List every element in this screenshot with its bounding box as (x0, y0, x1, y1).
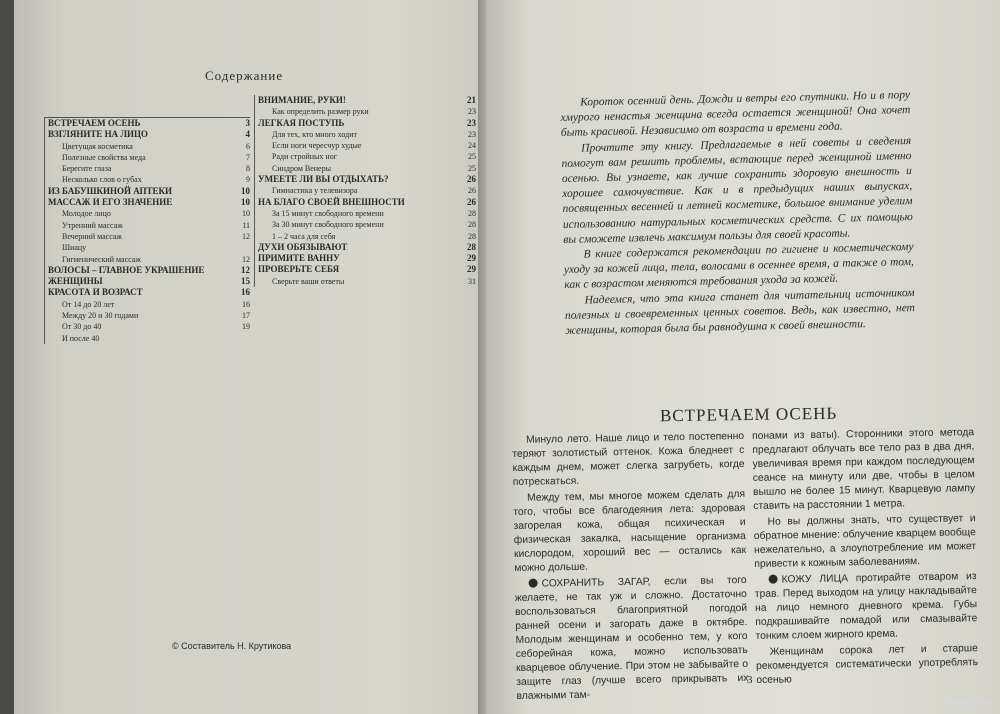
toc-entry-label: Несколько слов о губах (62, 175, 142, 185)
toc-entry-label: Синдром Венеры (272, 163, 331, 173)
toc-entry (258, 95, 476, 106)
section-heading: СОХРАНИТЬ ЗАГАР, (541, 576, 651, 590)
toc-entry (48, 174, 250, 185)
page-number: 3 (747, 674, 753, 686)
toc-entry (258, 264, 476, 275)
toc-entry (48, 129, 250, 140)
toc-entry-label: ВНИМАНИЕ, РУКИ! (258, 95, 346, 105)
toc-entry-label: Вечерний массаж (62, 231, 122, 241)
toc-entry-page: 10 (241, 197, 250, 208)
toc-entry (48, 321, 250, 332)
chapter-column-right (752, 426, 979, 690)
chapter-paragraph (512, 430, 745, 490)
toc-entry (48, 242, 250, 253)
toc-entry-page: 17 (242, 311, 250, 321)
toc-entry-label: КРАСОТА И ВОЗРАСТ (48, 287, 143, 298)
toc-entry-label: Утренний массаж (62, 220, 123, 230)
toc-entry-label: Как определить размер руки (272, 107, 369, 117)
toc-entry-page: 21 (467, 95, 476, 105)
chapter-paragraph (754, 512, 977, 572)
toc-entry-label: Между 20 и 30 годами (62, 311, 139, 321)
toc-entry (258, 129, 476, 140)
toc-entry-page: 3 (245, 118, 250, 128)
toc-entry-page: 28 (468, 231, 476, 241)
toc-left-column (44, 117, 250, 344)
toc-entry-page: 23 (468, 129, 476, 139)
toc-entry-page: 16 (242, 299, 250, 309)
compiler-credit: © Составитель Н. Крутикова (172, 641, 292, 651)
toc-entry (48, 186, 250, 197)
toc-entry (258, 163, 476, 174)
bullet-icon (529, 579, 538, 588)
intro-paragraph: Прочтите эту книгу. Предлагаемые в ней советы и сведения помогут вам решить проблемы, встающие перед женщиной именно осенью. Вы узнаете, как лучше сохранить здоровую внешность и хорошее самочувствие. Как и в предыдущих наших выпусках, посвященных весенней и летней косметике, большое внимание уделим использованию натуральных косметических средств. С их помощью вы сможете извлечь максимум пользы для своей красоты. (561, 134, 913, 246)
toc-entry-label: От 30 до 40 (62, 322, 102, 332)
toc-entry-label: ПРИМИТЕ ВАННУ (258, 253, 340, 264)
toc-entry-label: НА БЛАГО СВОЕЙ ВНЕШНОСТИ (258, 196, 405, 207)
toc-entry-page: 12 (241, 264, 250, 275)
toc-entry-page: 23 (468, 107, 476, 117)
toc-entry-label: Если ноги чересчур худые (272, 141, 362, 151)
toc-entry-label: Шиацу (62, 243, 87, 253)
bullet-icon (769, 575, 778, 584)
intro-paragraph: В книге содержатся рекомендации по гигиене и косметическому уходу за кожей лица, тела, волосами в осеннее время, а также о том, как с возрастом меняются требования ухода за кожей. (563, 241, 914, 292)
toc-entry (48, 118, 250, 129)
section-heading: КОЖУ ЛИЦА (781, 573, 849, 586)
toc-entry-label: Полезные свойства меда (62, 152, 146, 162)
toc-right-column (254, 95, 476, 287)
toc-entry (48, 276, 250, 287)
chapter-paragraph (513, 488, 746, 576)
toc-entry-label: От 14 до 20 лет (62, 299, 115, 309)
toc-entry (48, 197, 250, 208)
toc-entry (258, 219, 476, 230)
toc-entry-page: 16 (241, 287, 250, 298)
toc-entry (258, 276, 476, 287)
toc-entry (48, 333, 250, 344)
toc-entry-page: 23 (467, 117, 476, 128)
toc-entry-label: УМЕЕТЕ ЛИ ВЫ ОТДЫХАТЬ? (258, 174, 389, 185)
paragraph-text: если вы того желаете, не так уж и сложно. Достаточно воспользоваться благоприятной погодой ранней осени и загорать даже в октябре. Молодым женщинам и особенно тем, у кого себорейная кожа, можно использовать кварцевое облучение. При этом не забывайте о защите глаз (лучше всего прикрывать их влажными там- (514, 574, 749, 702)
toc-entry (48, 220, 250, 231)
toc-entry-page: 11 (242, 220, 250, 230)
toc-entry-page: 8 (246, 164, 250, 174)
chapter-paragraph (755, 570, 978, 644)
toc-entry-page: 24 (468, 141, 476, 151)
toc-entry-page: 28 (467, 241, 476, 252)
paragraph-text: понами из ваты). Сторонники этого метода предлагают облучать все тело раз в два дня, увеличивая время при каждом последующем сеансе на минуту или две, чтобы в целом вышло не более 15 минут. Кварцевую лампу ставить на расстоянии 1 метра. (752, 427, 976, 512)
toc-entry (48, 287, 250, 298)
chapter-paragraph (752, 426, 975, 514)
toc-entry-page: 12 (242, 231, 250, 241)
paragraph-text: Минуло лето. Наше лицо и тело постепенно теряют золотистый оттенок. Кожа бледнеет с каждым днем, может слегка загрубеть, когде потрескаться. (512, 430, 745, 488)
toc-entry-label: За 30 минут свободного времени (272, 220, 384, 230)
toc-entry (258, 231, 476, 242)
toc-entry (48, 231, 250, 242)
toc-entry-label: Ради стройных ног (272, 152, 337, 162)
toc-entry-page (246, 333, 250, 344)
toc-entry-page: 26 (467, 174, 476, 185)
toc-entry (48, 265, 250, 276)
toc-entry-page: 31 (468, 276, 476, 286)
toc-entry (258, 106, 476, 117)
toc-entry-label: ДУХИ ОБЯЗЫВАЮТ (258, 241, 348, 252)
watermark: www.ay.by (944, 697, 992, 708)
toc-entry-page: 29 (467, 264, 476, 275)
toc-entry-page: 6 (246, 141, 250, 151)
toc-entry (48, 152, 250, 163)
toc-entry (48, 141, 250, 152)
paragraph-text: Женщинам сорока лет и старше рекомендуется систематически употреблять осенью (756, 643, 979, 686)
toc-entry-page: 25 (468, 152, 476, 162)
toc-entry-page: 19 (242, 322, 250, 332)
toc-entry-label: ЖЕНЩИНЫ (48, 276, 103, 287)
toc-entry-label: МАССАЖ И ЕГО ЗНАЧЕНИЕ (48, 197, 173, 208)
toc-entry (48, 254, 250, 265)
toc-entry-label: ВСТРЕЧАЕМ ОСЕНЬ (48, 118, 141, 128)
toc-entry-page: 7 (246, 152, 250, 162)
toc-entry-page: 4 (245, 129, 250, 140)
toc-entry-label: Для тех, кто много ходит (272, 129, 357, 139)
toc-entry-page: 25 (468, 163, 476, 173)
paragraph-text: Но вы должны знать, что существует и обратное мнение: облучение кварцем вообще нежелательно, а злоупотребление им может привести к кожным заболеваниям. (753, 513, 977, 570)
toc-entry-label: 1 – 2 часа для себя (272, 231, 336, 241)
toc-entry-page: 10 (242, 209, 250, 219)
chapter-column-left (512, 430, 749, 706)
intro-text (560, 88, 915, 339)
toc-entry (258, 118, 476, 129)
intro-paragraph: Короток осенний день. Дожди и ветры его спутники. Но и в пору хмурого ненастья женщина всегда остается женщиной! Она хочет быть красивой. Независимо от возраста и времени года. (560, 89, 911, 140)
toc-entry-page: 28 (468, 220, 476, 230)
toc-entry-label: За 15 минут свободного времени (272, 208, 384, 218)
toc-entry (258, 185, 476, 196)
toc-entry-page: 12 (242, 254, 250, 264)
toc-entry (258, 151, 476, 162)
toc-entry (48, 208, 250, 219)
toc-entry-page: 15 (241, 276, 250, 287)
toc-entry-label: Цветущая косметика (62, 141, 133, 151)
toc-entry (258, 140, 476, 151)
toc-entry-page: 26 (467, 196, 476, 207)
toc-entry-page: 26 (468, 186, 476, 196)
toc-entry-page (246, 242, 250, 253)
toc-entry-label: Сверьте ваши ответы (272, 276, 345, 286)
toc-entry-label: ИЗ БАБУШКИНОЙ АПТЕКИ (48, 185, 173, 196)
toc-entry-label: ВОЛОСЫ – ГЛАВНОЕ УКРАШЕНИЕ (48, 264, 205, 275)
toc-entry-label: Гигиенический массаж (62, 254, 141, 264)
toc-entry-page: 9 (246, 175, 250, 185)
toc-title: Содержание (205, 68, 284, 83)
toc-entry (48, 310, 250, 321)
toc-entry (258, 174, 476, 185)
toc-entry (258, 253, 476, 264)
toc-entry (258, 197, 476, 208)
toc-entry (258, 208, 476, 219)
chapter-title: ВСТРЕЧАЕМ ОСЕНЬ (659, 403, 838, 426)
toc-entry-label: Молодое лицо (62, 209, 111, 219)
chapter-paragraph (515, 574, 749, 704)
paragraph-text: протирайте отваром из трав. Перед выходом на улицу накладывайте на лицо немного дневного крема. Губы подкрашивайте помадой или смазывайте тонким слоем жирного крема. (754, 571, 978, 642)
toc-entry-page: 29 (467, 253, 476, 264)
toc-entry-label: Берегите глаза (62, 164, 112, 174)
toc-entry-page: 10 (241, 185, 250, 196)
toc-entry (258, 242, 476, 253)
toc-entry-label: ПРОВЕРЬТЕ СЕБЯ (258, 264, 340, 275)
toc-entry-page: 28 (468, 208, 476, 218)
toc-entry (48, 163, 250, 174)
toc-entry-label: ЛЕГКАЯ ПОСТУПЬ (258, 117, 345, 128)
toc-entry-label: ВЗГЛЯНИТЕ НА ЛИЦО (48, 129, 148, 140)
toc-entry (48, 299, 250, 310)
toc-entry-label: И после 40 (62, 333, 100, 343)
chapter-paragraph (756, 642, 979, 688)
toc-entry-label: Гимнастика у телевизора (272, 186, 358, 196)
intro-paragraph: Надеемся, что эта книга станет для читательниц источником полезных и своевременных ценных советов. Ведь, как известно, нет женщины, которая была бы равнодушна к своей внешности. (564, 286, 916, 337)
paragraph-text: Между тем, мы многое можем сделать для того, чтобы все благодеяния лета: здоровая загорелая кожа, общая психическая и физическая закалка, насыщение организма кислородом, хороший вес — остались как можно дольше. (513, 488, 747, 574)
